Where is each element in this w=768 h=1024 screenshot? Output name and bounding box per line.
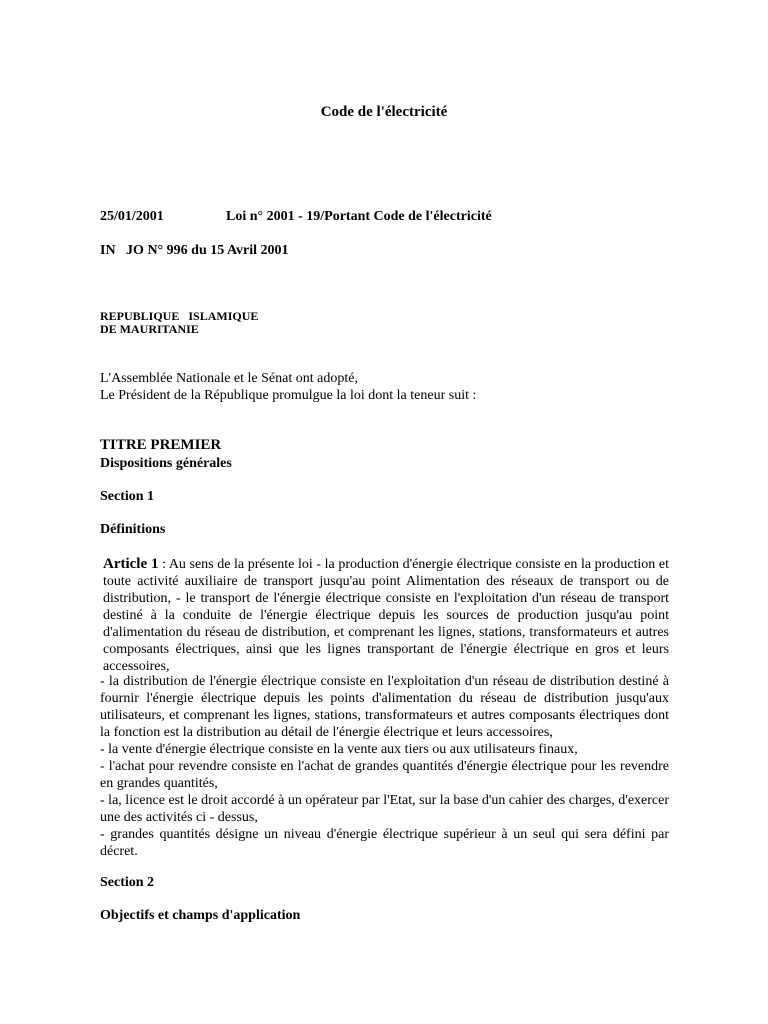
article-1-text: : Au sens de la présente loi - la production d'énergie électrique consiste en la production et toute activité auxiliaire de transport jusqu'au point Alimentation des réseaux de transport ou de distribution, - le transport de l'énergie électrique consiste en l'exploitation d'un réseau de transport destiné à la conduite de l'énergie électrique depuis les sources de production jusqu'au point d'alimentation du réseau de distribution, et comprenant les lignes, stations, transformateurs et autres composants électriques, ainsi que les lignes transportant de l'énergie électrique en gros et leurs accessoires, [103, 557, 670, 674]
article-1-label: Article 1 [103, 556, 159, 572]
republic-line-1: REPUBLIQUE ISLAMIQUE [100, 309, 259, 323]
definition-vente: - la vente d'énergie électrique consiste en la vente aux tiers ou aux utilisateurs finaux, [100, 742, 578, 757]
preamble-line-2: Le Président de la République promulgue la loi dont la teneur suit : [100, 388, 477, 403]
law-title: Loi n° 2001 - 19/Portant Code de l'électricité [226, 209, 492, 224]
journal-reference: IN JO N° 996 du 15 Avril 2001 [100, 243, 289, 258]
titre-subheading: Dispositions générales [100, 456, 232, 471]
preamble [100, 370, 476, 404]
definition-grandes-quantites: - grandes quantités désigne un niveau d'énergie électrique supérieur à un seul qui sera défini par décret. [100, 827, 669, 859]
republic-line-2: DE MAURITANIE [100, 322, 199, 336]
definition-achat: - l'achat pour revendre consiste en l'achat de grandes quantités d'énergie électrique pour les revendre en grandes quantités, [100, 759, 669, 791]
article-1 [103, 556, 669, 675]
definitions-list [100, 673, 669, 860]
definition-licence: - la, licence est le droit accordé à un opérateur par l'Etat, sur la base d'un cahier des charges, d'exercer une des activités ci - dessus, [100, 793, 669, 825]
preamble-line-1: L'Assemblée Nationale et le Sénat ont adopté, [100, 371, 358, 386]
titre-heading: TITRE PREMIER [100, 437, 222, 453]
section-2-heading: Section 2 [100, 875, 155, 890]
document-title: Code de l'électricité [320, 104, 448, 120]
definition-distribution: - la distribution de l'énergie électrique consiste en l'exploitation d'un réseau de distribution destiné à fournir l'énergie électrique depuis les points d'alimentation du réseau de distribution jusqu'aux utilisateurs, et comprenant les lignes, stations, transformateurs et autres composants électriques dont la fonction est la distribution au détail de l'énergie électrique et leurs accessoires, [100, 674, 669, 740]
law-date: 25/01/2001 [100, 209, 164, 224]
objectifs-heading: Objectifs et champs d'application [100, 908, 301, 923]
republic-header [100, 310, 258, 336]
section-1-heading: Section 1 [100, 489, 155, 504]
definitions-heading: Définitions [100, 522, 166, 537]
